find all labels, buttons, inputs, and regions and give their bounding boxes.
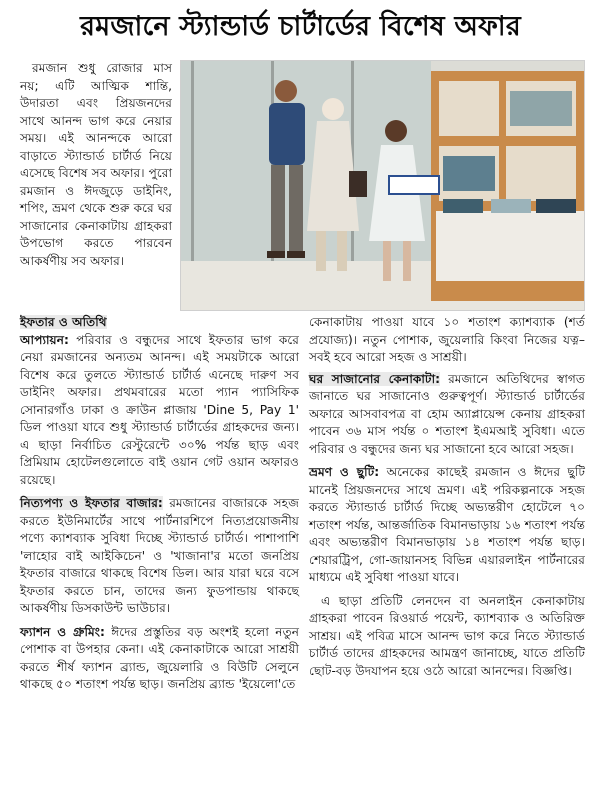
section-home-text: রমজানে অতিথিদের স্বাগত জানাতে ঘর সাজানোও গুরুত্বপূর্ণ। স্ট্যান্ডার্ড চার্টার্ডের অফারে আসবাবপত্র বা হোম অ্যাপ্লায়েন্স কেনায় গ্রাহকরা পাবেন ৩৬ মাস পর্যন্ত ০ শতাংশ ইএমআই সুবিধা। এতে পরিবার ও বন্ধুদের জন্য ঘর সাজানো হবে আরো সহজ। (309, 371, 585, 456)
intro-text: রমজান শুধু রোজার মাস নয়; এটি আত্মিক শান্তি, উদারতা এবং প্রিয়জনদের সাথে আনন্দ ভাগ করে নেয়ার সময়। এই আনন্দকে আরো বাড়াতে স্ট্যান্ডার্ড চার্টার্ড নিয়ে এসেছে বিশেষ সব অফার। পুরো রমজান ও ঈদজুড়ে ডাইনিং, শপিং, ভ্রমণ থেকে শুরু করে ঘর সাজানোর কেনাকাটায় গ্রাহকরা উপভোগ করতে পারবেন আকর্ষণীয় সব অফার। (20, 61, 172, 268)
headline: রমজানে স্ট্যান্ডার্ড চার্টার্ডের বিশেষ অফার (80, 10, 521, 42)
section-fashion-paragraph (20, 624, 299, 694)
section-market-paragraph (20, 495, 299, 618)
section-fashion-text: ঈদের প্রস্তুতির বড় অংশই হলো নতুন পোশাক বা উপহার কেনা। এই কেনাকাটাকে আরো সাশ্রয়ী করতে শীর্ষ ফ্যাশন ব্র্যান্ড, জুয়েলারি ও বিউটি সেলুনে থাকছে ৫০ শতাংশ পর্যন্ত ছাড়। জনপ্রিয় ব্র্যান্ড 'ইয়েলো'তে (20, 624, 299, 691)
section-market-sub: নিত্যপণ্য ও ইফতার বাজার: (20, 496, 163, 510)
section-travel-paragraph (309, 464, 585, 587)
section-iftar-paragraph (20, 332, 299, 490)
continued-paragraph: কেনাকাটায় পাওয়া যাবে ১০ শতাংশ ক্যাশব্যাক (শর্ত প্রযোজ্য)। নতুন পোশাক, জুয়েলারি কিংবা নিজের যত্ন– সবই হবে আরো সহজ ও সাশ্রয়ী। (309, 315, 585, 364)
section-iftar-heading (20, 314, 299, 332)
section-home-sub: ঘর সাজানোর কেনাকাটা: (309, 371, 440, 386)
store-scene-illustration (181, 61, 584, 310)
section-iftar-text: পরিবার ও বন্ধুদের সাথে ইফতার ভাগ করে নেয়া রমজানের অন্যতম আনন্দ। এই সময়টাকে আরো বিশেষ করে তুলতে স্ট্যান্ডার্ড চার্টার্ড এনেছে দারুণ সব ডাইনিং অফার। প্রথমবারের মতো প্যান প্যাসিফিক সোনারগাঁও ঢাকা ও ক্রাউন প্লাজায় 'Dine 5, Pay 1' ডিল পাওয়া যাবে শুধু স্ট্যান্ডার্ড চার্টার্ডের গ্রাহকদের জন্য। এ ছাড়া নির্বাচিত রেস্টুরেন্টে ৩০% পর্যন্ত ছাড় এবং প্রিমিয়াম হোটেলগুলোতে বাই ওয়ান গেট ওয়ান অফারও রয়েছে। (20, 332, 299, 487)
closing-paragraph: এ ছাড়া প্রতিটি লেনদেন বা অনলাইন কেনাকাটায় গ্রাহকরা পাবেন রিওয়ার্ড পয়েন্ট, ক্যাশব্যাক ও অতিরিক্ত সাশ্রয়। এই পবিত্র মাসে আনন্দ ভাগ করে নিতে স্ট্যান্ডার্ড চার্টার্ড তাদের গ্রাহকদের আমন্ত্রণ জানাচ্ছে, যাতে প্রতিটি ছোট-বড় উদযাপন হয়ে ওঠে আরো আনন্দের। বিজ্ঞপ্তি। (309, 593, 585, 678)
section-travel-sub: ভ্রমণ ও ছুটি: (309, 465, 380, 479)
section-iftar-sub: আপ্যায়ন: (20, 332, 69, 347)
intro-paragraph (20, 60, 172, 270)
section-fashion-sub: ফ্যাশন ও গ্রুমিং: (20, 624, 105, 639)
section-market-text: রমজানের বাজারকে সহজ করতে ইউনিমার্টের সাথে পার্টনারশিপে নিত্যপ্রয়োজনীয় পণ্যে ক্যাশব্যাক সুবিধা দিচ্ছে স্ট্যান্ডার্ড চার্টার্ড। পাশাপাশি 'লাহোর বাই আইকিচেন' ও 'খাজানা'র মতো জনপ্রিয় ইফতার বাজারে থাকছে বিশেষ ডিল। আর যারা ঘরে বসে ইফতার করতে চান, তাদের জন্য ফুডপান্ডায় থাকছে আকর্ষণীয় ডিসকাউন্ট ভাউচার। (20, 496, 299, 615)
column-left (20, 314, 299, 694)
shopping-family-photo (180, 60, 585, 311)
section-home-paragraph (309, 371, 585, 459)
section-iftar-title: ইফতার ও অতিথি (20, 315, 107, 329)
section-travel-text: অনেকের কাছেই রমজান ও ঈদের ছুটি মানেই প্রিয়জনদের সাথে ভ্রমণ। এই পরিকল্পনাকে সহজ করতে স্ট্যান্ডার্ড চার্টার্ড দিচ্ছে অভ্যন্তরীণ হোটেলে ৭০ শতাংশ পর্যন্ত, আন্তর্জাতিক বিমানভাড়ায় ১৬ শতাংশ পর্যন্ত এবং অভ্যন্তরীণ বিমানভাড়ায় ১৪ শতাংশ পর্যন্ত ছাড়। শেয়ারট্রিপ, গো-জায়ানসহ বিভিন্ন এয়ারলাইন পার্টনারের মাধ্যমে এই সুবিধা পাওয়া যাবে। (309, 465, 585, 584)
column-right (309, 314, 585, 680)
